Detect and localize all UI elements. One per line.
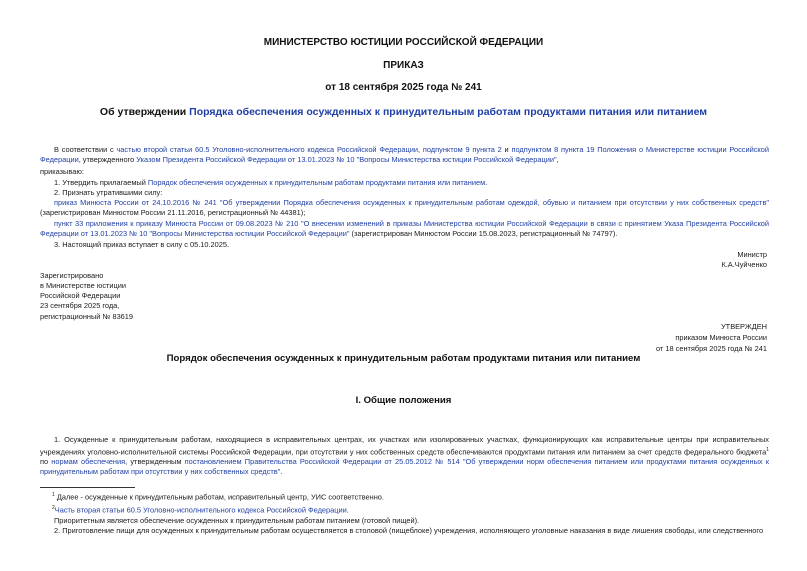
link-government-resolution[interactable]: постановлением Правительства Российской Федерации от 25.05.2012 № 514 "Об утверждении норм обеспечения питанием или продуктами питания осужденных к принудительным работам при отсутствии у них собственных средств" xyxy=(40,457,769,477)
approval-line: от 18 сентября 2025 года № 241 xyxy=(655,344,767,353)
subject-prefix: Об утверждении xyxy=(99,106,190,118)
registration-line: Зарегистрировано xyxy=(40,271,104,280)
annex-paragraph-2: 2. Приготовление пищи для осужденных к принудительным работам осуществляется в столовой (пищеблоке) учреждения, исполняющего уголовные наказания в виде лишения свободы, или следственного xyxy=(54,526,764,535)
order-date-number: от 18 сентября 2025 года № 241 xyxy=(325,82,482,93)
link-order-210-2023[interactable]: пункт 33 приложения к приказу Минюста России от 09.08.2023 № 210 "О внесении изменений в приказы Министерства юстиции Российской Федерации в связи с принятием Указа Президента Российской Федерации от 13.01.2023 № 10 "Вопросы Министерства юстиции Российской Федерации" xyxy=(40,219,769,238)
item-2a xyxy=(40,198,769,218)
approval-line: УТВЕРЖДЕН xyxy=(720,322,767,331)
item-1 xyxy=(54,178,487,188)
footnote-2-mark: 2 xyxy=(52,505,55,511)
link-ministry-regulation[interactable]: подпунктом 8 пункта 19 Положения о Министерстве юстиции Российской Федерации xyxy=(40,145,769,164)
annex-p1-text: по xyxy=(40,457,52,467)
registration-line: регистрационный № 83619 xyxy=(40,312,134,321)
annex-title: Порядок обеспечения осужденных к принудительным работам продуктами питания или питанием xyxy=(166,353,641,364)
preamble-text: В соответствии с xyxy=(54,145,117,154)
footnote-2-text: . xyxy=(346,505,349,515)
preamble-text: , xyxy=(418,145,423,154)
approval-line: приказом Минюста России xyxy=(675,333,767,342)
footnote-2 xyxy=(52,503,349,515)
order-word: приказываю: xyxy=(40,167,84,176)
document-type: ПРИКАЗ xyxy=(383,60,424,71)
preamble-text: и xyxy=(501,145,512,154)
signature-name: К.А.Чуйченко xyxy=(721,260,767,269)
link-footnote-article[interactable]: Часть вторая статьи 60.5 Уголовно-исполнительного кодекса Российской Федерации xyxy=(54,505,347,515)
annex-p1-text: 1. Осужденные к принудительным работам, находящиеся в исправительных центрах, их участках или изолированных участках, функционирующих как исправительные центры при исправительных учреждениях уголовно-исполнительной системы Российской Федерации, при отсутствии у них собственных средств обеспечиваются продуктами питания или питанием за счет средств федерального бюджета xyxy=(40,435,769,457)
item-2a-text: (зарегистрирован Минюстом России 21.11.2016, регистрационный № 44381); xyxy=(40,208,306,217)
item-1-text: . xyxy=(485,178,488,187)
priority-paragraph: Приоритетным является обеспечение осужденных к принудительным работам питанием (готовой пищей). xyxy=(54,516,420,525)
ministry-heading: МИНИСТЕРСТВО ЮСТИЦИИ РОССИЙСКОЙ ФЕДЕРАЦИИ xyxy=(263,37,544,48)
preamble-paragraph xyxy=(40,145,769,165)
order-subject xyxy=(0,106,807,118)
link-article-60-5[interactable]: частью второй статьи 60.5 Уголовно-исполнительного кодекса Российской Федерации xyxy=(116,145,419,154)
item-2: 2. Признать утратившими силу: xyxy=(54,188,163,197)
item-2b xyxy=(40,219,769,239)
signature-position: Министр xyxy=(737,250,767,259)
footnote-1 xyxy=(52,490,384,502)
item-2b-text: (зарегистрирован Минюстом России 15.08.2023, регистрационный № 74797). xyxy=(349,229,618,238)
preamble-text: , xyxy=(556,155,559,164)
item-1-text: 1. Утвердить прилагаемый xyxy=(54,178,148,187)
preamble-text: , утвержденного xyxy=(78,155,137,164)
footnote-1-text: Далее - осужденные к принудительным работам, исправительный центр, УИС соответственно. xyxy=(54,492,384,502)
annex-p1-text: . xyxy=(280,467,283,477)
registration-line: Российской Федерации xyxy=(40,291,121,300)
link-subparagraph-9[interactable]: подпунктом 9 пункта 2 xyxy=(422,145,502,154)
link-presidential-decree[interactable]: Указом Президента Российской Федерации от 13.01.2023 № 10 "Вопросы Министерства юстиции Российской Федерации" xyxy=(136,155,557,164)
link-order-241-2016[interactable]: приказ Минюста России от 24.10.2016 № 241 "Об утверждении Порядка обеспечения осужденных к принудительным работам одеждой, обувью и питанием при отсутствии у них собственных средств" xyxy=(54,198,769,207)
item-3: 3. Настоящий приказ вступает в силу с 05.10.2025. xyxy=(54,240,230,249)
section-heading: I. Общие положения xyxy=(355,395,452,406)
registration-line: в Министерстве юстиции xyxy=(40,281,127,290)
footnote-ref[interactable]: 1 xyxy=(766,447,769,453)
link-approved-procedure[interactable]: Порядок обеспечения осужденных к принудительным работам продуктами питания или питанием xyxy=(147,178,486,187)
annex-paragraph-1 xyxy=(40,435,769,477)
link-norms[interactable]: нормам обеспечения xyxy=(51,457,126,467)
registration-line: 23 сентября 2025 года, xyxy=(40,301,120,310)
subject-link[interactable]: Порядка обеспечения осужденных к принудительным работам продуктами питания или питанием xyxy=(189,106,708,118)
footnote-1-mark: 1 xyxy=(52,492,55,498)
annex-p1-text: , утвержденным xyxy=(125,457,185,467)
footnote-divider xyxy=(40,487,135,488)
